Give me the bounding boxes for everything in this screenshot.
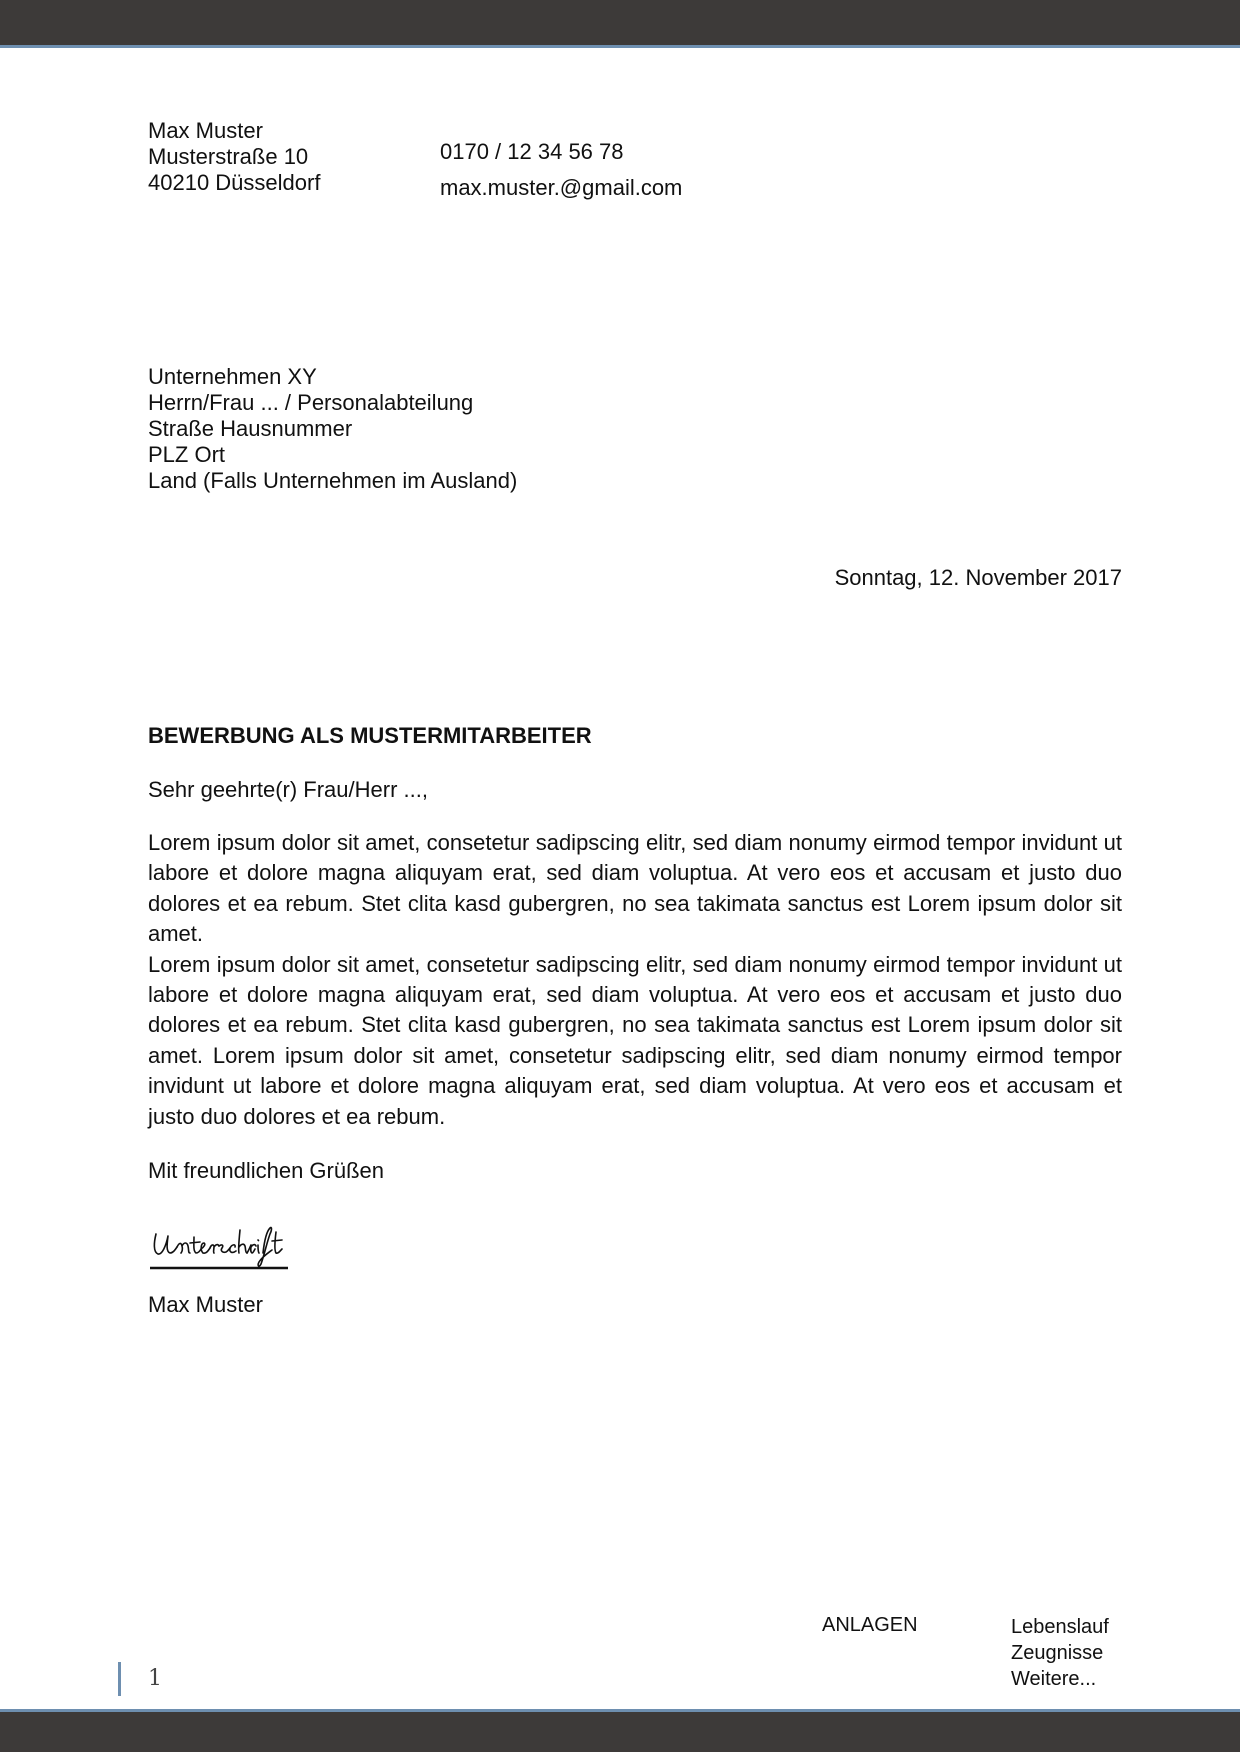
sender-city: 40210 Düsseldorf [148, 170, 321, 195]
handwritten-signature [148, 1220, 298, 1272]
sender-address [148, 118, 320, 196]
sender-contact [440, 134, 682, 206]
recipient-line: PLZ Ort [148, 442, 226, 467]
closing-phrase: Mit freundlichen Grüßen [148, 1158, 384, 1183]
letter-date: Sonntag, 12. November 2017 [834, 565, 1122, 590]
attachments-list [1011, 1614, 1109, 1692]
page-number: 1 [148, 1666, 162, 1691]
recipient-address [148, 364, 517, 494]
page-number-marker [118, 1662, 121, 1696]
attachment-item: Zeugnisse [1011, 1642, 1104, 1664]
signer-name: Max Muster [148, 1292, 263, 1317]
footer-bar [0, 1709, 1240, 1752]
recipient-line: Straße Hausnummer [148, 416, 353, 441]
recipient-line: Unternehmen XY [148, 364, 317, 389]
body-paragraph: Lorem ipsum dolor sit amet, consetetur sadipscing elitr, sed diam nonumy eirmod tempor invidunt ut labore et dolore magna aliquyam erat, sed diam voluptua. At vero eos et accusam et justo duo dolores et ea rebum. Stet clita kasd gubergren, no sea takimata sanctus est Lorem ipsum dolor sit amet. [148, 830, 1122, 947]
letter-subject: BEWERBUNG ALS MUSTERMITARBEITER [148, 723, 592, 748]
attachment-item: Lebenslauf [1011, 1616, 1109, 1638]
sender-phone: 0170 / 12 34 56 78 [440, 139, 624, 164]
recipient-line: Land (Falls Unternehmen im Ausland) [148, 468, 518, 493]
header-bar [0, 0, 1240, 48]
body-paragraph: Lorem ipsum dolor sit amet, consetetur sadipscing elitr, sed diam nonumy eirmod tempor invidunt ut labore et dolore magna aliquyam erat, sed diam voluptua. At vero eos et accusam et justo duo dolores et ea rebum. Stet clita kasd gubergren, no sea takimata sanctus est Lorem ipsum dolor sit amet. Lorem ipsum dolor sit amet, consetetur sadipscing elitr, sed diam nonumy eirmod tempor invidunt ut labore et dolore magna aliquyam erat, sed diam voluptua. At vero eos et accusam et justo duo dolores et ea rebum. [148, 951, 1122, 1129]
sender-street: Musterstraße 10 [148, 144, 309, 169]
sender-name: Max Muster [148, 118, 263, 143]
attachment-item: Weitere... [1011, 1668, 1097, 1690]
recipient-line: Herrn/Frau ... / Personalabteilung [148, 390, 474, 415]
salutation: Sehr geehrte(r) Frau/Herr ..., [148, 777, 428, 802]
letter-body [148, 828, 1122, 1132]
sender-email: max.muster.@gmail.com [440, 175, 683, 200]
attachments-label: ANLAGEN [822, 1614, 918, 1636]
